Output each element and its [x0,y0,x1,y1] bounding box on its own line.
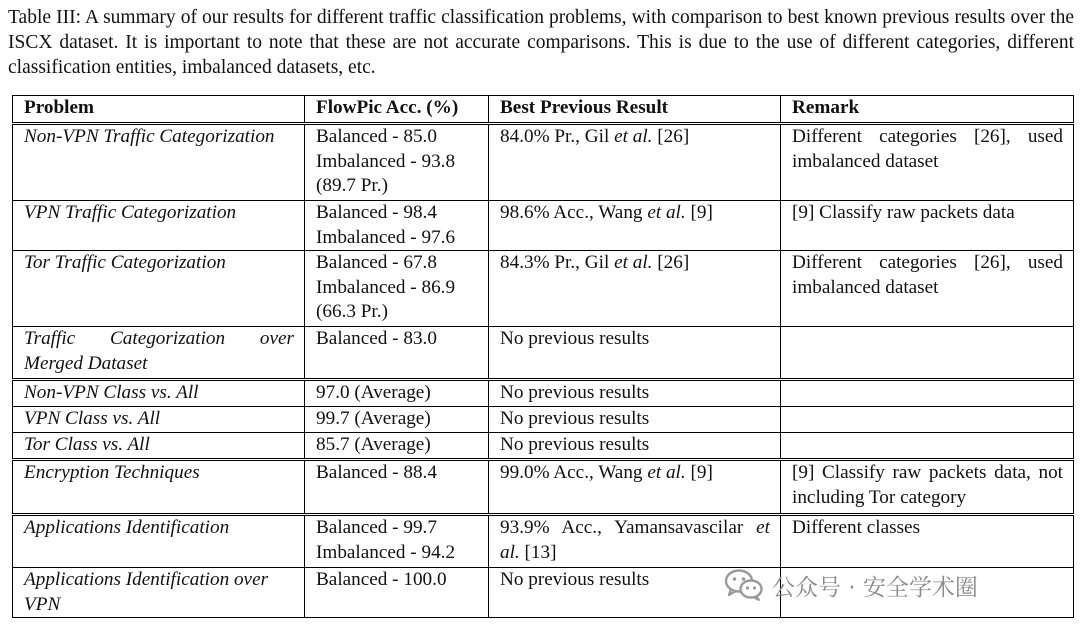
previous-cell: 84.0% Pr., Gil et al. [26] [489,124,781,201]
remark-cell: [9] Classify raw packets data [781,201,1074,251]
problem-cell: VPN Traffic Categorization [13,201,305,251]
problem-cell: Non-VPN Class vs. All [13,380,305,407]
acc-cell: Balanced - 85.0 Imbalanced - 93.8 (89.7 Pr.) [305,124,489,201]
acc-cell: Balanced - 98.4 Imbalanced - 97.6 [305,201,489,251]
header-problem: Problem [13,96,305,124]
acc-cell: Balanced - 83.0 [305,327,489,380]
table-caption: Table III: A summary of our results for different traffic classification problems, with comparison to best known previous results over the ISCX dataset. It is important to note that these are not accurate comparisons. This is due to the use of different categories, different classification entities, imbalanced datasets, etc. [8,7,1074,78]
previous-cell: No previous results [489,327,781,380]
remark-cell [781,433,1074,460]
header-remark: Remark [781,96,1074,124]
wechat-icon [724,568,764,602]
remark-cell: Different categories [26], used imbalanced dataset [781,124,1074,201]
problem-cell: Applications Identification [13,515,305,568]
acc-cell: 85.7 (Average) [305,433,489,460]
problem-cell: Tor Traffic Categorization [13,251,305,327]
previous-cell: 98.6% Acc., Wang et al. [9] [489,201,781,251]
table-row [13,380,1074,407]
remark-cell [781,407,1074,433]
problem-cell: Non-VPN Traffic Categorization [13,124,305,201]
previous-cell: 99.0% Acc., Wang et al. [9] [489,460,781,515]
table-row [13,251,1074,327]
remark-cell: Different categories [26], used imbalanced dataset [781,251,1074,327]
previous-cell: No previous results [489,568,781,618]
previous-cell: 93.9% Acc., Yamansavascilar et al. [13] [489,515,781,568]
header-best-previous: Best Previous Result [489,96,781,124]
previous-cell: 84.3% Pr., Gil et al. [26] [489,251,781,327]
header-flowpic-acc: FlowPic Acc. (%) [305,96,489,124]
table-row [13,327,1074,380]
watermark [724,568,978,602]
remark-cell: Different classes [781,515,1074,568]
previous-cell: No previous results [489,380,781,407]
watermark-text: 公众号 · 安全学术圈 [772,574,978,601]
problem-cell: VPN Class vs. All [13,407,305,433]
table-row [13,515,1074,568]
remark-cell [781,327,1074,380]
acc-cell: 97.0 (Average) [305,380,489,407]
remark-cell: [9] Classify raw packets data, not including Tor category [781,460,1074,515]
problem-cell: Tor Class vs. All [13,433,305,460]
table-row [13,433,1074,460]
previous-cell: No previous results [489,407,781,433]
header-row [13,96,1074,124]
remark-cell [781,380,1074,407]
problem-cell: Encryption Techniques [13,460,305,515]
problem-cell: Applications Identification over VPN [13,568,305,618]
table-row [13,201,1074,251]
acc-cell: Balanced - 99.7 Imbalanced - 94.2 [305,515,489,568]
acc-cell: Balanced - 88.4 [305,460,489,515]
table-row [13,460,1074,515]
acc-cell: Balanced - 67.8 Imbalanced - 86.9 (66.3 Pr.) [305,251,489,327]
table-row [13,407,1074,433]
previous-cell: No previous results [489,433,781,460]
acc-cell: 99.7 (Average) [305,407,489,433]
results-table [12,95,1074,618]
table-row [13,124,1074,201]
problem-cell: Traffic Categorization over Merged Dataset [13,327,305,380]
acc-cell: Balanced - 100.0 [305,568,489,618]
